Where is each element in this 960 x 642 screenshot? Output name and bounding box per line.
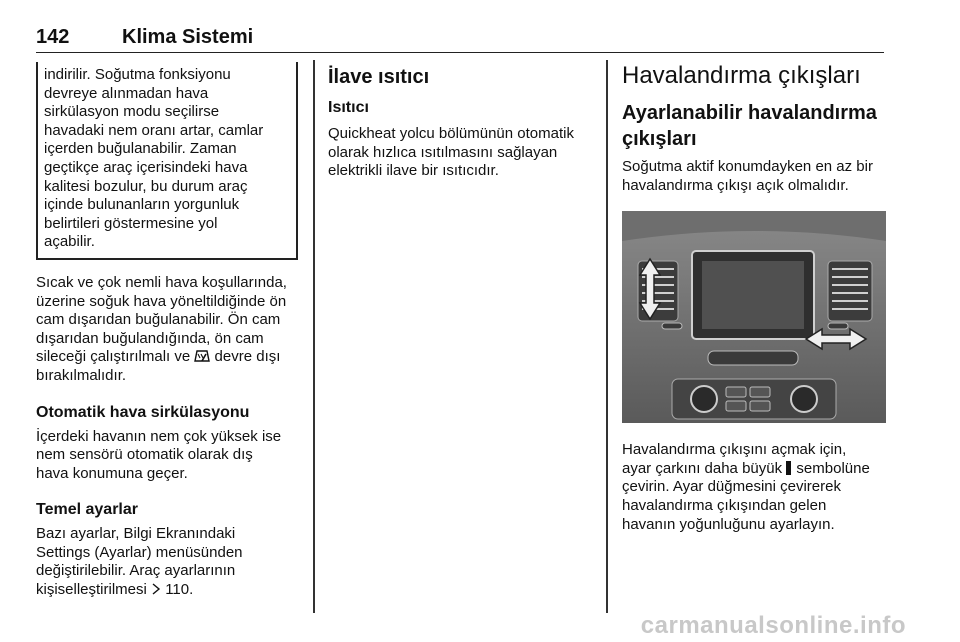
paragraph-vent-instructions bbox=[622, 441, 886, 534]
text-line: Bazı ayarlar, Bilgi Ekranındaki bbox=[36, 525, 236, 543]
text-line: çıkışları bbox=[622, 128, 697, 150]
heading-auto-recirculation: Otomatik hava sirkülasyonu bbox=[36, 403, 250, 421]
heading-air-vents: Havalandırma çıkışları bbox=[622, 62, 861, 89]
note-line: sirkülasyon modu seçilirse bbox=[44, 103, 220, 121]
text-line: Settings (Ayarlar) menüsünden bbox=[36, 543, 243, 561]
column-divider-2 bbox=[606, 60, 608, 613]
text-line: Quickheat yolcu bölümünün otomatik bbox=[328, 125, 574, 142]
text-line: havanın yoğunluğunu ayarlayın. bbox=[622, 515, 835, 533]
text-line: cam dışarıdan buğulanabilir. Ön cam bbox=[36, 311, 281, 329]
paragraph-auto-recirculation bbox=[36, 428, 298, 484]
text-line: ayar çarkını daha büyük bbox=[622, 459, 787, 477]
text-line: elektrikli ilave bir ısıtıcıdır. bbox=[328, 162, 499, 180]
right-vent bbox=[828, 261, 872, 321]
header-rule bbox=[36, 52, 884, 53]
note-box bbox=[36, 62, 298, 260]
chapter-title: Klima Sistemi bbox=[122, 26, 254, 48]
text-line: nem sensörü otomatik olarak dış bbox=[36, 446, 253, 464]
dashboard-illustration-svg bbox=[622, 211, 886, 423]
paragraph-quickheat bbox=[328, 125, 596, 181]
page-ref-arrow-icon bbox=[151, 583, 161, 595]
text-line: Soğutma aktif konumdayken en az bir bbox=[622, 158, 873, 175]
paragraph-fog bbox=[36, 274, 298, 386]
text-line: dışarıdan buğulandığında, ön cam bbox=[36, 329, 264, 347]
note-line: geçtikçe araç içerisindeki hava bbox=[44, 158, 248, 176]
text-line: havalandırma çıkışından gelen bbox=[622, 496, 827, 514]
text-line: Ayarlanabilir havalandırma bbox=[622, 102, 877, 124]
note-line: havadaki nem oranı artar, camlar bbox=[44, 121, 264, 139]
page-header bbox=[36, 26, 884, 50]
text-line: bırakılmalıdır. bbox=[36, 366, 127, 384]
note-line: devreye alınmadan hava bbox=[44, 84, 209, 102]
windshield-wiper-icon bbox=[194, 349, 210, 363]
note-text bbox=[44, 66, 290, 252]
page-reference[interactable]: 110. bbox=[165, 581, 194, 599]
text-line: çevirin. Ayar düğmesini çevirerek bbox=[622, 478, 841, 496]
text-line: İçerdeki havanın nem çok yüksek ise bbox=[36, 427, 282, 445]
text-line: devre dışı bbox=[210, 348, 281, 366]
text-line: Sıcak ve çok nemli hava koşullarında, bbox=[36, 273, 287, 291]
text-line: havalandırma çıkışı açık olmalıdır. bbox=[622, 176, 849, 194]
text-line: sileceği çalıştırılmalı ve bbox=[36, 348, 195, 366]
text-line: olarak hızlıca ısıtılmasını sağlayan bbox=[328, 143, 558, 161]
text-line: üzerine soğuk hava yöneltildiğinde ön bbox=[36, 292, 287, 310]
text-line: hava konumuna geçer. bbox=[36, 464, 188, 482]
note-line: belirtileri göstermesine yol bbox=[44, 214, 218, 232]
heading-auxiliary-heater: İlave ısıtıcı bbox=[328, 66, 430, 88]
note-line: açabilir. bbox=[44, 233, 95, 251]
text-line: Havalandırma çıkışını açmak için, bbox=[622, 441, 847, 459]
column-left bbox=[36, 62, 298, 600]
paragraph-vent-intro bbox=[622, 158, 886, 195]
heading-basic-settings: Temel ayarlar bbox=[36, 501, 138, 519]
column-middle bbox=[328, 62, 596, 181]
column-divider-1 bbox=[313, 60, 315, 613]
dashboard-vents-illustration bbox=[622, 211, 886, 423]
subheading-heater: Isıtıcı bbox=[328, 99, 369, 116]
watermark: carmanualsonline.info bbox=[640, 612, 906, 639]
subheading-adjustable-vents bbox=[622, 100, 886, 152]
paragraph-basic-settings bbox=[36, 525, 298, 599]
note-line: indirilir. Soğutma fonksiyonu bbox=[44, 66, 231, 83]
page-number: 142 bbox=[36, 26, 70, 48]
text-line: değiştirilebilir. Araç ayarlarının bbox=[36, 562, 236, 580]
note-line: içinde bulunanların yorgunluk bbox=[44, 196, 240, 214]
column-right bbox=[622, 62, 886, 534]
note-line: kalitesi bozulur, bu durum araç bbox=[44, 177, 248, 195]
note-line: içerden buğulanabilir. Zaman bbox=[44, 140, 237, 158]
text-line: sembolüne bbox=[792, 459, 870, 477]
text-line: kişiselleştirilmesi bbox=[36, 581, 152, 599]
